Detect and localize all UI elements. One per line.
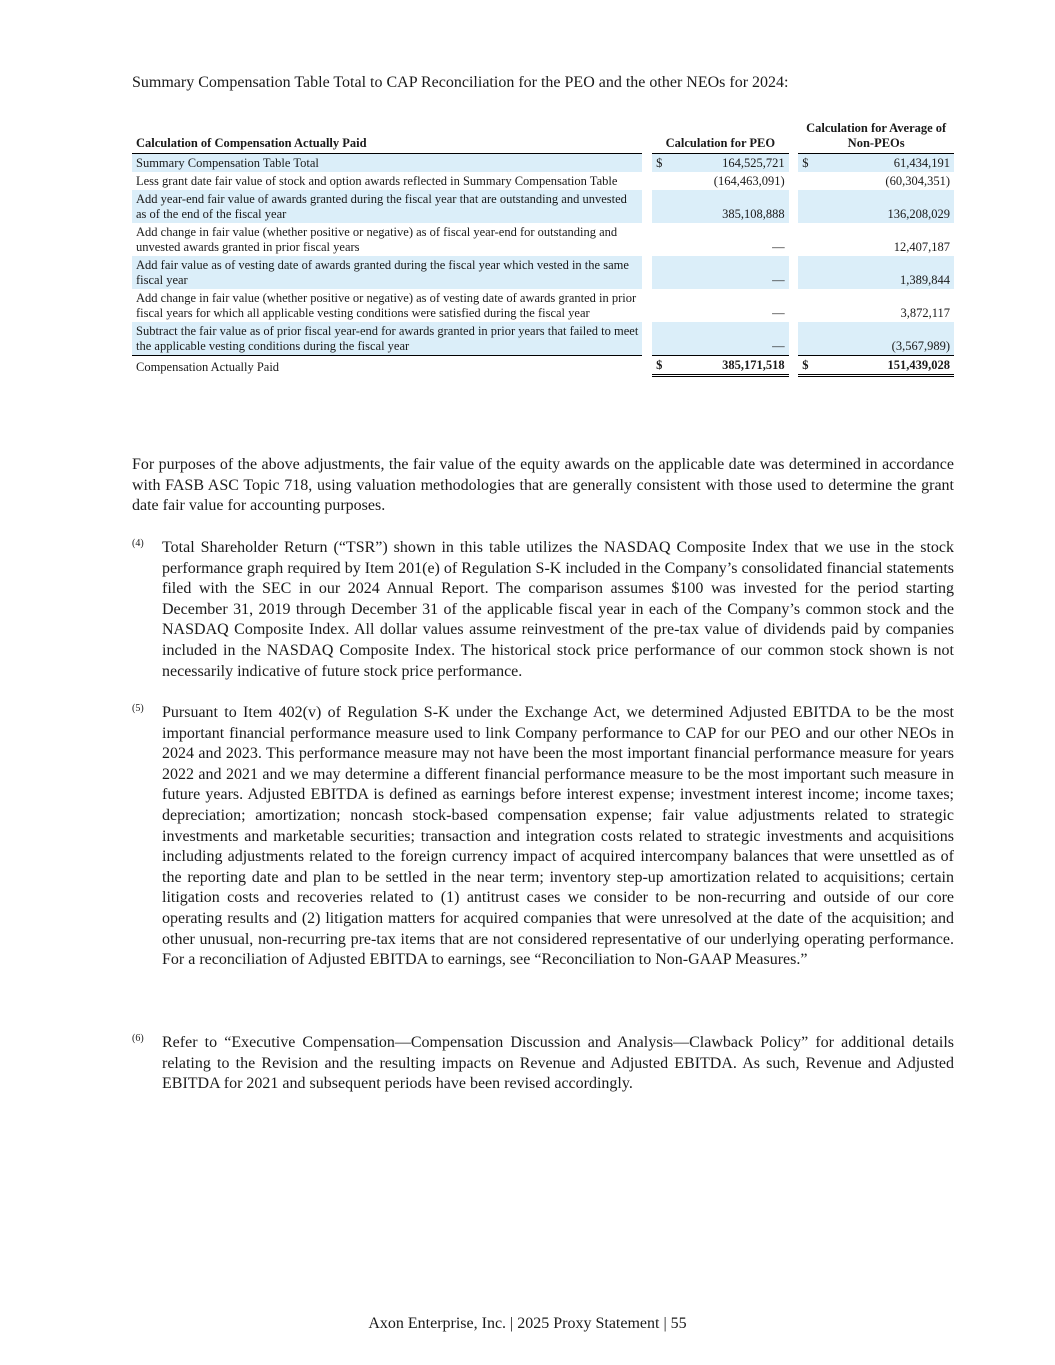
- footnote-marker: (4): [132, 538, 144, 549]
- column-gap: [789, 289, 799, 322]
- column-gap: [642, 223, 652, 256]
- column-gap: [789, 190, 799, 223]
- non-peo-value: 12,407,187: [893, 240, 950, 254]
- column-gap: [789, 223, 799, 256]
- peo-value: 164,525,721: [672, 154, 789, 173]
- column-gap: [642, 190, 652, 223]
- table-row: [132, 256, 954, 289]
- currency-symbol: [652, 190, 671, 223]
- total-row: [132, 356, 954, 376]
- non-peo-value: 61,434,191: [820, 154, 954, 173]
- currency-symbol: [652, 172, 671, 190]
- footnote-6: [132, 1033, 954, 1095]
- non-peo-value: (60,304,351): [885, 174, 950, 188]
- row-label: Add fair value as of vesting date of awards granted during the fiscal year which vested in the same fiscal year: [132, 256, 642, 289]
- peo-value: 385,108,888: [672, 190, 789, 223]
- table-row: [132, 289, 954, 322]
- row-label: Summary Compensation Table Total: [132, 154, 642, 173]
- column-gap: [789, 256, 799, 289]
- currency-symbol: [798, 223, 820, 256]
- table-body: [132, 154, 954, 376]
- currency-symbol: [798, 172, 820, 190]
- page-footer: Axon Enterprise, Inc. | 2025 Proxy Statement | 55: [368, 1315, 687, 1332]
- currency-symbol: [652, 322, 671, 356]
- currency-symbol: $: [798, 356, 820, 376]
- row-label: Less grant date fair value of stock and option awards reflected in Summary Compensation Table: [136, 174, 618, 188]
- row-label: Add year-end fair value of awards granted during the fiscal year that are outstanding and unvested as of the end of the fiscal year: [132, 190, 642, 223]
- non-peo-value: (3,567,989): [820, 322, 954, 356]
- column-header-non-peo: Calculation for Average of Non-PEOs: [798, 121, 954, 154]
- footnote-marker: (6): [132, 1033, 144, 1044]
- currency-symbol: [798, 289, 820, 322]
- currency-symbol: [798, 322, 820, 356]
- peo-value: —: [672, 322, 789, 356]
- non-peo-value: 151,439,028: [820, 356, 954, 376]
- currency-symbol: [652, 223, 671, 256]
- footnote-text: Pursuant to Item 402(v) of Regulation S-K under the Exchange Act, we determined Adjusted EBITDA to be the most important financial performance measure used to link Company performance to CAP for our PEO and our other NEOs in 2024 and 2023. This performance measure may not have been the most important financial performance measure for years 2022 and 2021 and we may determine a different financial performance measure to be the most important such measure in future years. Adjusted EBITDA is defined as earnings before interest expense; investment interest income; income taxes; depreciation; amortization; noncash stock-based compensation expense; fair value adjustments related to strategic investments and marketable securities; transaction and integration costs related to strategic investments and acquisitions including adjustments related to the foreign currency impact of acquired intercompany balances that were unsettled as of the reporting date and plan to be settled in the near term; inventory step-up amortization related to acquisitions; certain litigation costs and recoveries related to (1) antitrust cases we consider to be non-recurring and outside of our core operating results and (2) litigation matters for acquired companies that were unresolved at the date of the acquisition; and other unusual, non-recurring pre-tax items that are not considered representative of our underlying operating performance. For a reconciliation of Adjusted EBITDA to earnings, see “Reconciliation to Non-GAAP Measures.”: [162, 704, 954, 969]
- table-row: [132, 223, 954, 256]
- currency-symbol: [652, 256, 671, 289]
- currency-symbol: $: [652, 154, 671, 173]
- non-peo-value: 136,208,029: [820, 190, 954, 223]
- column-gap: [642, 356, 652, 376]
- column-gap: [789, 356, 799, 376]
- currency-symbol: $: [652, 356, 671, 376]
- peo-value: —: [772, 240, 785, 254]
- peo-value: (164,463,091): [713, 174, 785, 188]
- non-peo-value: 3,872,117: [900, 306, 950, 320]
- table-heading: Summary Compensation Table Total to CAP Reconciliation for the PEO and the other NEOs for 2024:: [132, 74, 789, 91]
- cap-reconciliation-table: [132, 121, 954, 377]
- currency-symbol: [652, 289, 671, 322]
- column-header-calculation: Calculation of Compensation Actually Paid: [132, 121, 642, 154]
- peo-value: —: [672, 256, 789, 289]
- non-peo-value: 1,389,844: [820, 256, 954, 289]
- row-label: Subtract the fair value as of prior fiscal year-end for awards granted in prior years that failed to meet the applicable vesting conditions during the fiscal year: [132, 322, 642, 356]
- footnote-text: Total Shareholder Return (“TSR”) shown in this table utilizes the NASDAQ Composite Index that we use in the stock performance graph required by Item 201(e) of Regulation S-K included in the Company’s consolidated financial statements filed with the SEC in our 2024 Annual Report. The comparison assumes $100 was invested for the period starting December 31, 2019 through December 31 of the applicable fiscal year in each of the Company’s common stock and the NASDAQ Composite Index. All dollar values assume reinvestment of the pre-tax value of dividends paid by companies included in the NASDAQ Composite Index. The historical stock price performance of our common stock shown is not necessarily indicative of future stock price performance.: [162, 539, 954, 680]
- column-gap: [789, 154, 799, 173]
- column-gap: [642, 154, 652, 173]
- currency-symbol: [798, 190, 820, 223]
- adjustments-paragraph: For purposes of the above adjustments, the fair value of the equity awards on the applicable date was determined in accordance with FASB ASC Topic 718, using valuation methodologies that are generally consistent with those used to determine the grant date fair value for accounting purposes.: [132, 456, 954, 515]
- peo-value: —: [772, 306, 785, 320]
- peo-value: 385,171,518: [672, 356, 789, 376]
- column-gap: [642, 172, 652, 190]
- column-gap: [642, 256, 652, 289]
- currency-symbol: $: [798, 154, 820, 173]
- table-row: [132, 322, 954, 356]
- footnote-4: [132, 538, 954, 682]
- table-row: [132, 154, 954, 173]
- column-gap: [642, 289, 652, 322]
- column-gap: [642, 322, 652, 356]
- column-gap: [789, 322, 799, 356]
- row-label: Compensation Actually Paid: [132, 356, 642, 376]
- table-row: [132, 190, 954, 223]
- column-header-peo: Calculation for PEO: [652, 121, 788, 154]
- currency-symbol: [798, 256, 820, 289]
- row-label: Add change in fair value (whether positive or negative) as of vesting date of awards granted in prior fiscal years for which all applicable vesting conditions were satisfied during the fiscal year: [136, 291, 637, 320]
- footnote-5: [132, 703, 954, 971]
- row-label: Add change in fair value (whether positive or negative) as of fiscal year-end for outstanding and unvested awards granted in prior fiscal years: [136, 225, 618, 254]
- footnote-text: Refer to “Executive Compensation—Compensation Discussion and Analysis—Clawback Policy” for additional details relating to the Revision and the resulting impacts on Revenue and Adjusted EBITDA. As such, Revenue and Adjusted EBITDA for 2021 and subsequent periods have been revised accordingly.: [162, 1034, 954, 1093]
- footnote-marker: (5): [132, 703, 144, 714]
- table-row: [132, 172, 954, 190]
- column-gap: [789, 172, 799, 190]
